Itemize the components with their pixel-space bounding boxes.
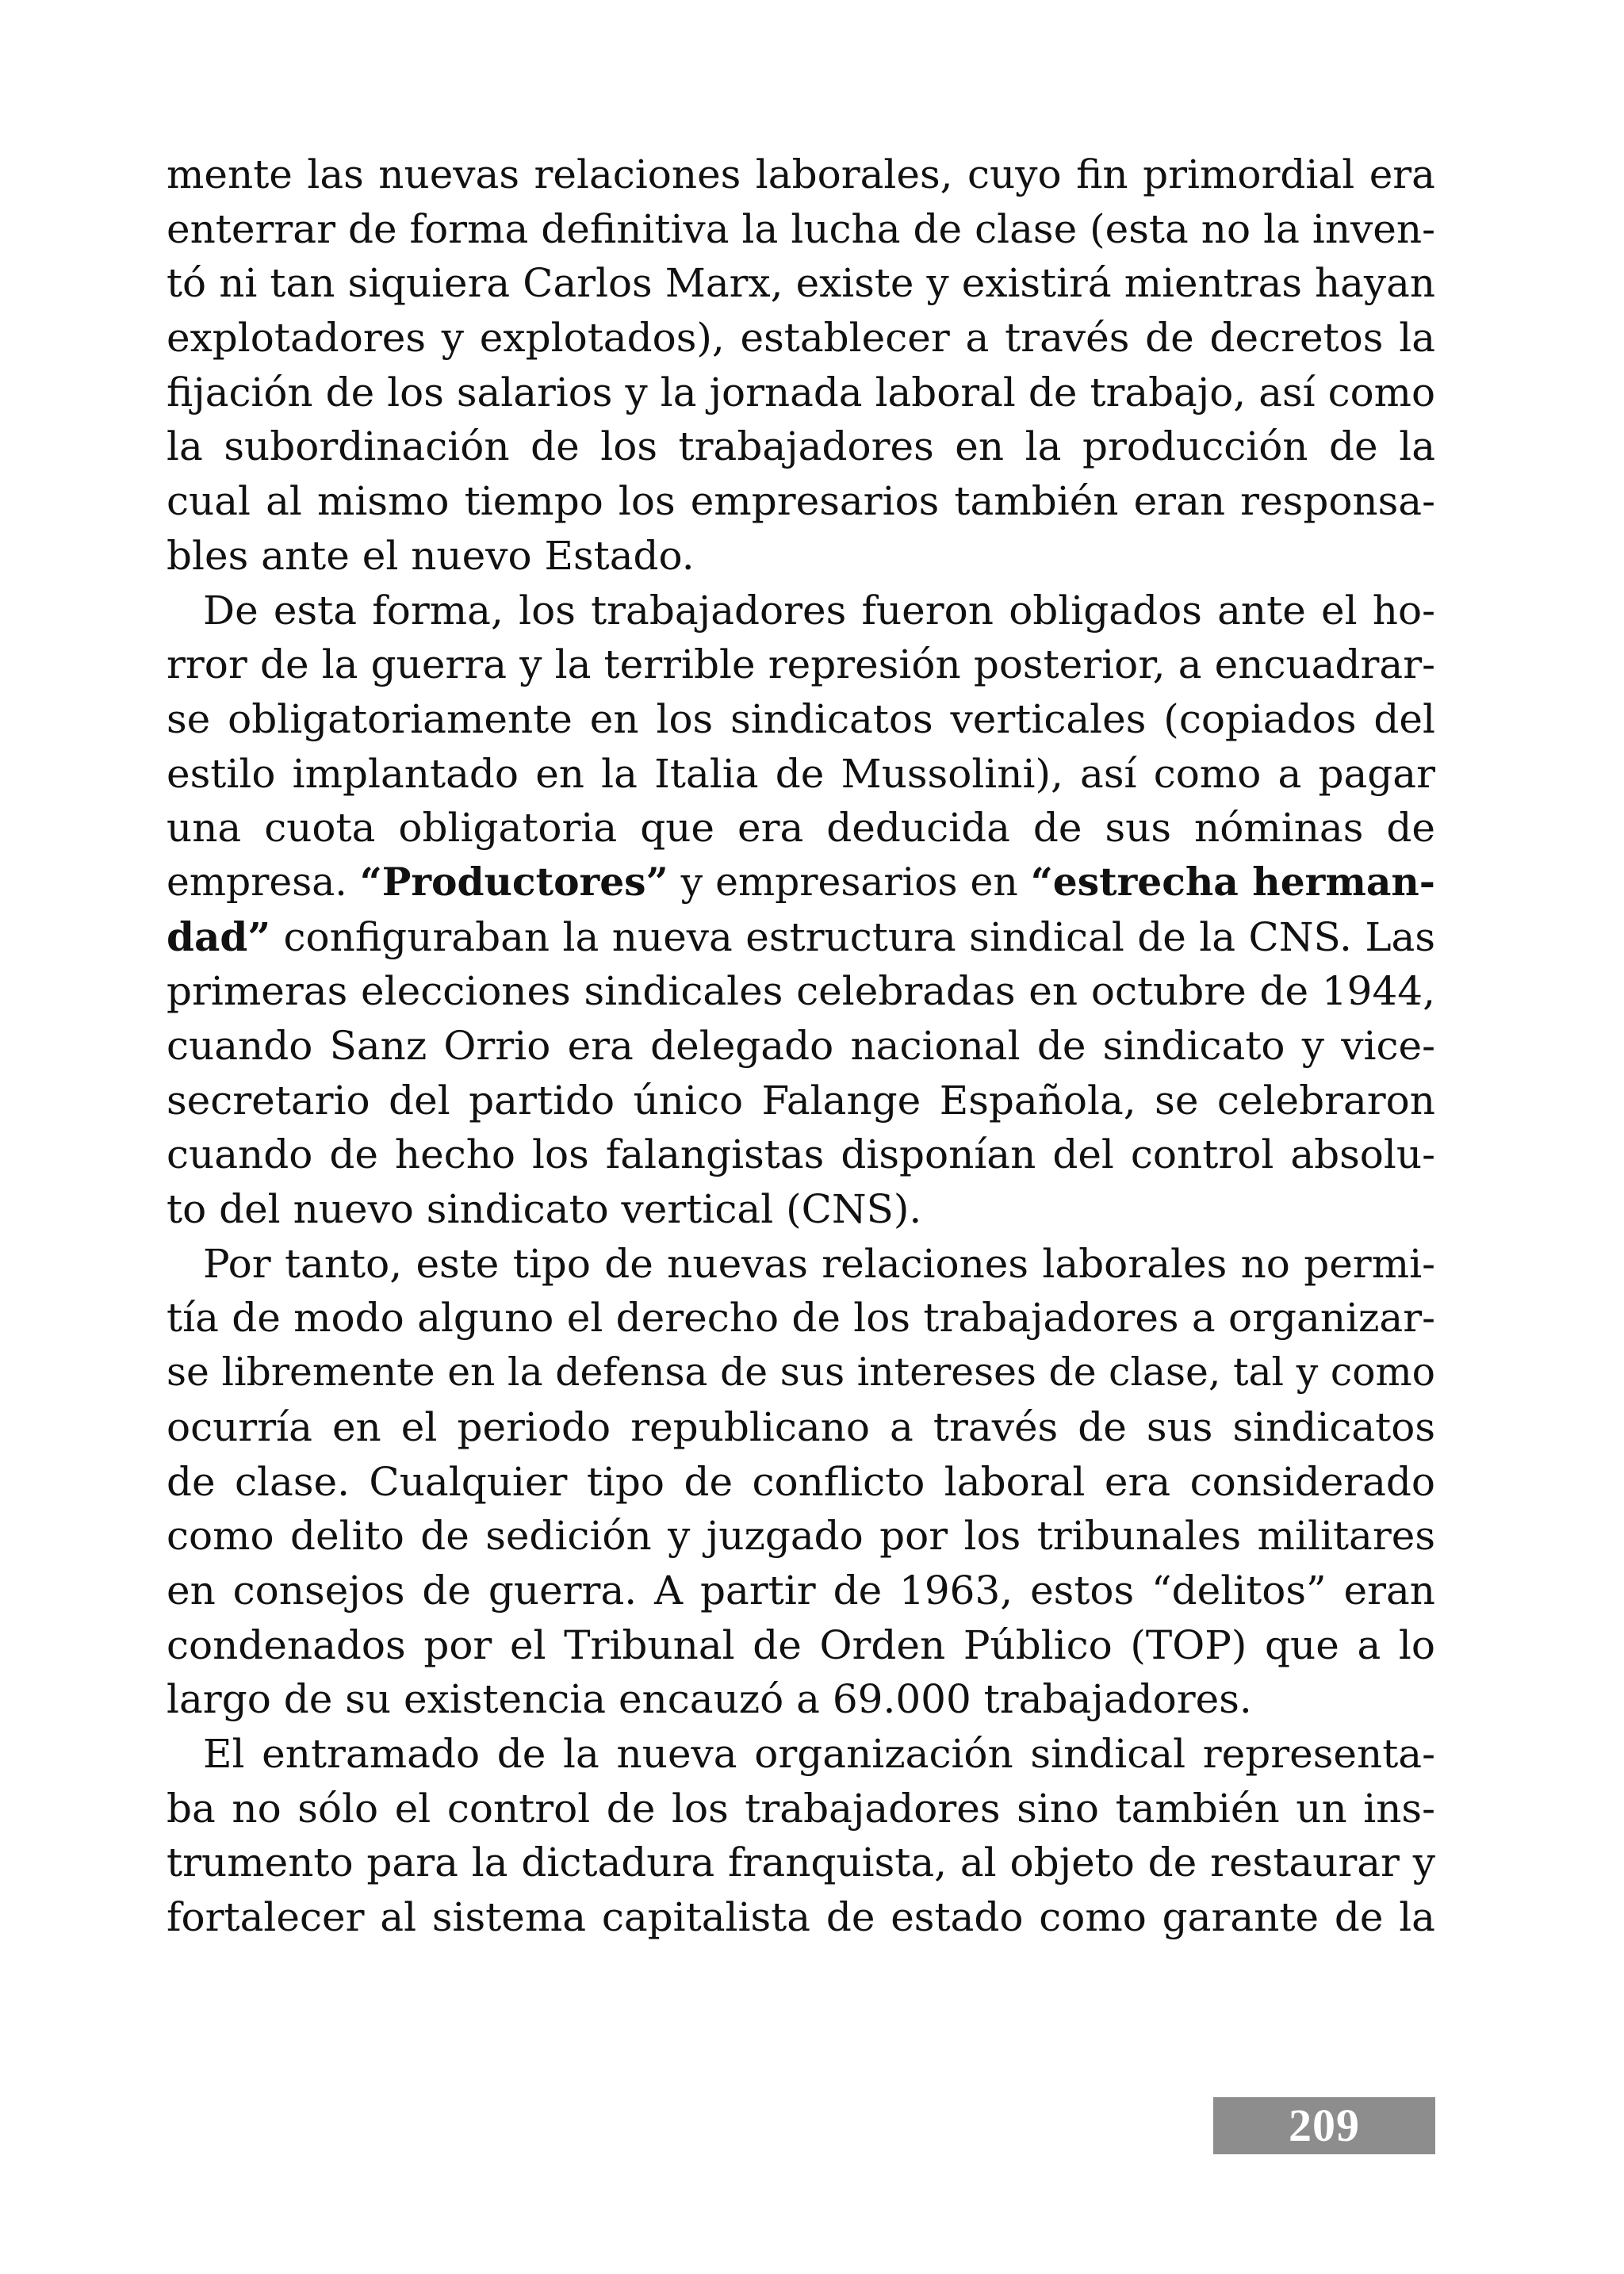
text-line: cuando de hecho los falangistas disponían del control absolu- [167,1131,1435,1178]
text-line: bles ante el nuevo Estado. [167,532,695,579]
text-line: tía de modo alguno el derecho de los trabajadores a organizar- [167,1295,1435,1342]
text-line: secretario del partido único Falange Española, se celebraron [167,1077,1435,1124]
text-line: la subordinación de los trabajadores en la producción de la [167,423,1435,470]
text-line: ocurría en el periodo republicano a través de sus sindicatos [167,1403,1435,1450]
bold-term-hermandad-end: dad” [167,913,271,960]
text-line: se libremente en la defensa de sus intereses de clase, tal y como [167,1350,1435,1395]
text-line: de clase. Cualquier tipo de conflicto laboral era considerado [167,1458,1435,1505]
text-line: rror de la guerra y la terrible represión posterior, a encuadrar- [167,641,1435,688]
text-run: configuraban la nueva estructura sindical de la CNS. Las [270,913,1435,960]
text-line: mente las nuevas relaciones laborales, cuyo fin primordial era [167,151,1435,197]
text-line: ba no sólo el control de los trabajadores sino también un ins- [167,1785,1435,1832]
text-line: fijación de los salarios y la jornada laboral de trabajo, así como [167,369,1435,415]
text-line: cuando Sanz Orrio era delegado nacional de sindicato y vice- [167,1023,1435,1069]
page-number-bar [1213,2097,1435,2154]
text-line-mixed [167,910,1435,965]
text-line: estilo implantado en la Italia de Mussolini), así como a pagar [167,750,1435,797]
text-line: De esta forma, los trabajadores fueron obligados ante el ho- [203,587,1435,634]
text-line: largo de su existencia encauzó a 69.000 trabajadores. [167,1676,1252,1723]
text-line: enterrar de forma definitiva la lucha de clase (esta no la inven- [167,205,1435,252]
text-line: primeras elecciones sindicales celebradas en octubre de 1944, [167,968,1435,1015]
body-text [167,147,1435,1945]
bold-term-productores: “Productores” [359,859,668,905]
text-line: como delito de sedición y juzgado por los tribunales militares [167,1513,1435,1560]
text-line: una cuota obligatoria que era deducida de sus nóminas de [167,805,1435,852]
bold-term-hermandad: “estrecha herman- [1030,859,1436,905]
text-line: explotadores y explotados), establecer a través de decretos la [167,315,1435,362]
text-line: condenados por el Tribunal de Orden Público (TOP) que a lo [167,1621,1435,1668]
text-line: se obligatoriamente en los sindicatos verticales (copiados del [167,695,1435,742]
text-line: Por tanto, este tipo de nuevas relaciones laborales no permi- [203,1240,1435,1287]
text-line: tó ni tan siquiera Carlos Marx, existe y existirá mientras hayan [167,260,1435,307]
text-line-mixed [167,856,1435,910]
page-number: 209 [1289,2100,1360,2151]
text-line: cual al mismo tiempo los empresarios también eran responsa- [167,478,1435,525]
text-line: trumento para la dictadura franquista, al objeto de restaurar y [167,1839,1435,1886]
text-run: y empresarios en [668,859,1031,905]
text-line: El entramado de la nueva organización sindical representa- [203,1730,1435,1777]
text-line: en consejos de guerra. A partir de 1963, estos “delitos” eran [167,1567,1435,1614]
text-line: fortalecer al sistema capitalista de estado como garante de la [167,1894,1435,1940]
text-run: empresa. [167,859,360,905]
text-line: to del nuevo sindicato vertical (CNS). [167,1186,922,1233]
